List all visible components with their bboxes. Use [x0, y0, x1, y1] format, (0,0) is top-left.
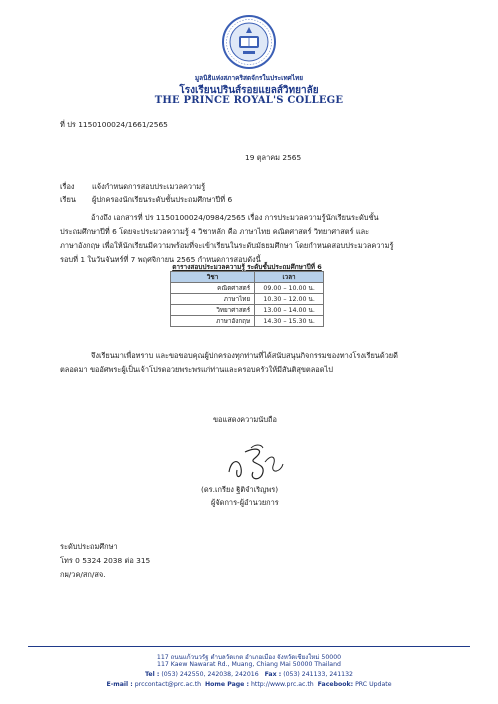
header-time: เวลา	[255, 272, 324, 283]
footer-tel-fax	[0, 671, 498, 678]
cell-time: 14.30 – 15.30 น.	[255, 316, 324, 327]
exam-schedule-table	[170, 271, 324, 327]
body-paragraph-2	[60, 349, 460, 377]
footer-divider	[28, 646, 470, 647]
body-line: ตลอดมา ขออัศพระผู้เป็นเจ้าโปรดอวยพระพรแก่ท่านและครอบครัวให้มีสันติสุขตลอดไป	[60, 365, 333, 374]
body-line: ภาษาอังกฤษ เพื่อให้นักเรียนมีความพร้อมที่จะเข้าเรียนในระดับมัธยมศึกษา โดยกำหนดสอบประมวลความรู้	[60, 241, 394, 250]
fax-value: (053) 241133, 241132	[283, 671, 353, 678]
body-line: จึงเรียนมาเพื่อทราบ และขอขอบคุณผู้ปกครองทุกท่านที่ได้สนับสนุนกิจกรรมของทางโรงเรียนด้วยดี	[91, 351, 398, 360]
footer-address-english: 117 Kaew Nawarat Rd., Muang, Chiang Mai 50000 Thailand	[157, 661, 341, 668]
table-row	[171, 294, 324, 305]
recipient-value: ผู้ปกครองนักเรียนระดับชั้นประถมศึกษาปีที่ 6	[92, 195, 233, 204]
signer-name: (ดร.เกรียง ฐิติจำเริญพร)	[201, 485, 279, 494]
footer-address-thai: 117 ถนนแก้วนวรัฐ ตำบลวัดเกต อำเภอเมือง จังหวัดเชียงใหม่ 50000	[156, 654, 342, 661]
cell-subject: วิทยาศาสตร์	[171, 305, 255, 316]
body-paragraph-1	[60, 211, 460, 267]
body-line: รอบที่ 1 ในวันจันทร์ที่ 7 พฤศจิกายน 2565 กำหนดการสอบดังนี้	[60, 255, 261, 264]
body-line: ประถมศึกษาปีที่ 6 โดยจะประมวลความรู้ 4 วิชาหลัก คือ ภาษาไทย คณิตศาสตร์ วิทยาศาสตร์ และ	[60, 227, 370, 236]
table-row	[171, 316, 324, 327]
homepage-link[interactable]: http://www.prc.ac.th	[250, 681, 314, 688]
table-header-row	[171, 272, 324, 283]
school-name-english: THE PRINCE ROYAL'S COLLEGE	[154, 95, 344, 106]
subject-label: เรื่อง	[60, 182, 75, 191]
cell-subject: ภาษาอังกฤษ	[171, 316, 255, 327]
table-row	[171, 283, 324, 294]
closing-phrase: ขอแสดงความนับถือ	[213, 415, 277, 424]
email-label: E-mail :	[106, 681, 133, 688]
cell-time: 09.00 – 10.00 น.	[255, 283, 324, 294]
tel-label: Tel :	[145, 671, 160, 678]
subject-value: แจ้งกำหนดการสอบประเมวลความรู้	[92, 182, 206, 191]
tel-value: (053) 242550, 242038, 242016	[161, 671, 259, 678]
foundation-name: มูลนิธิแห่งสภาคริสตจักรในประเทศไทย	[194, 74, 304, 82]
department: ระดับประถมศึกษา	[60, 542, 118, 551]
email-link[interactable]: prccontact@prc.ac.th	[134, 681, 202, 688]
cell-time: 13.00 – 14.00 น.	[255, 305, 324, 316]
handwritten-signature	[225, 442, 295, 487]
cell-time: 10.30 – 12.00 น.	[255, 294, 324, 305]
body-line: อ้างถึง เอกสารที่ ปร 1150100024/0984/2565 เรื่อง การประมวลความรู้นักเรียนระดับชั้น	[91, 213, 379, 222]
reference-code: กผ/วค/สก/สจ.	[60, 570, 106, 579]
fax-label: Fax :	[264, 671, 282, 678]
homepage-label: Home Page :	[204, 681, 250, 688]
cell-subject: ภาษาไทย	[171, 294, 255, 305]
header-subject: วิชา	[171, 272, 255, 283]
school-seal-logo	[221, 14, 277, 70]
facebook-label: Facebook:	[317, 681, 354, 688]
footer-online	[0, 681, 498, 688]
department-phone: โทร 0 5324 2038 ต่อ 315	[60, 556, 151, 565]
school-name-thai: โรงเรียนปรินส์รอยแยลส์วิทยาลัย	[179, 85, 319, 96]
document-number: ที่ ปร 1150100024/1661/2565	[60, 120, 168, 129]
table-caption: ตารางสอบประมวลความรู้ ระดับชั้นประถมศึกษาปีที่ 6	[172, 263, 322, 271]
table-row	[171, 305, 324, 316]
facebook-link[interactable]: PRC Update	[355, 681, 392, 688]
recipient-label: เรียน	[60, 195, 76, 204]
cell-subject: คณิตศาสตร์	[171, 283, 255, 294]
document-date: 19 ตุลาคม 2565	[245, 153, 302, 162]
signer-position: ผู้จัดการ-ผู้อำนวยการ	[211, 498, 279, 507]
